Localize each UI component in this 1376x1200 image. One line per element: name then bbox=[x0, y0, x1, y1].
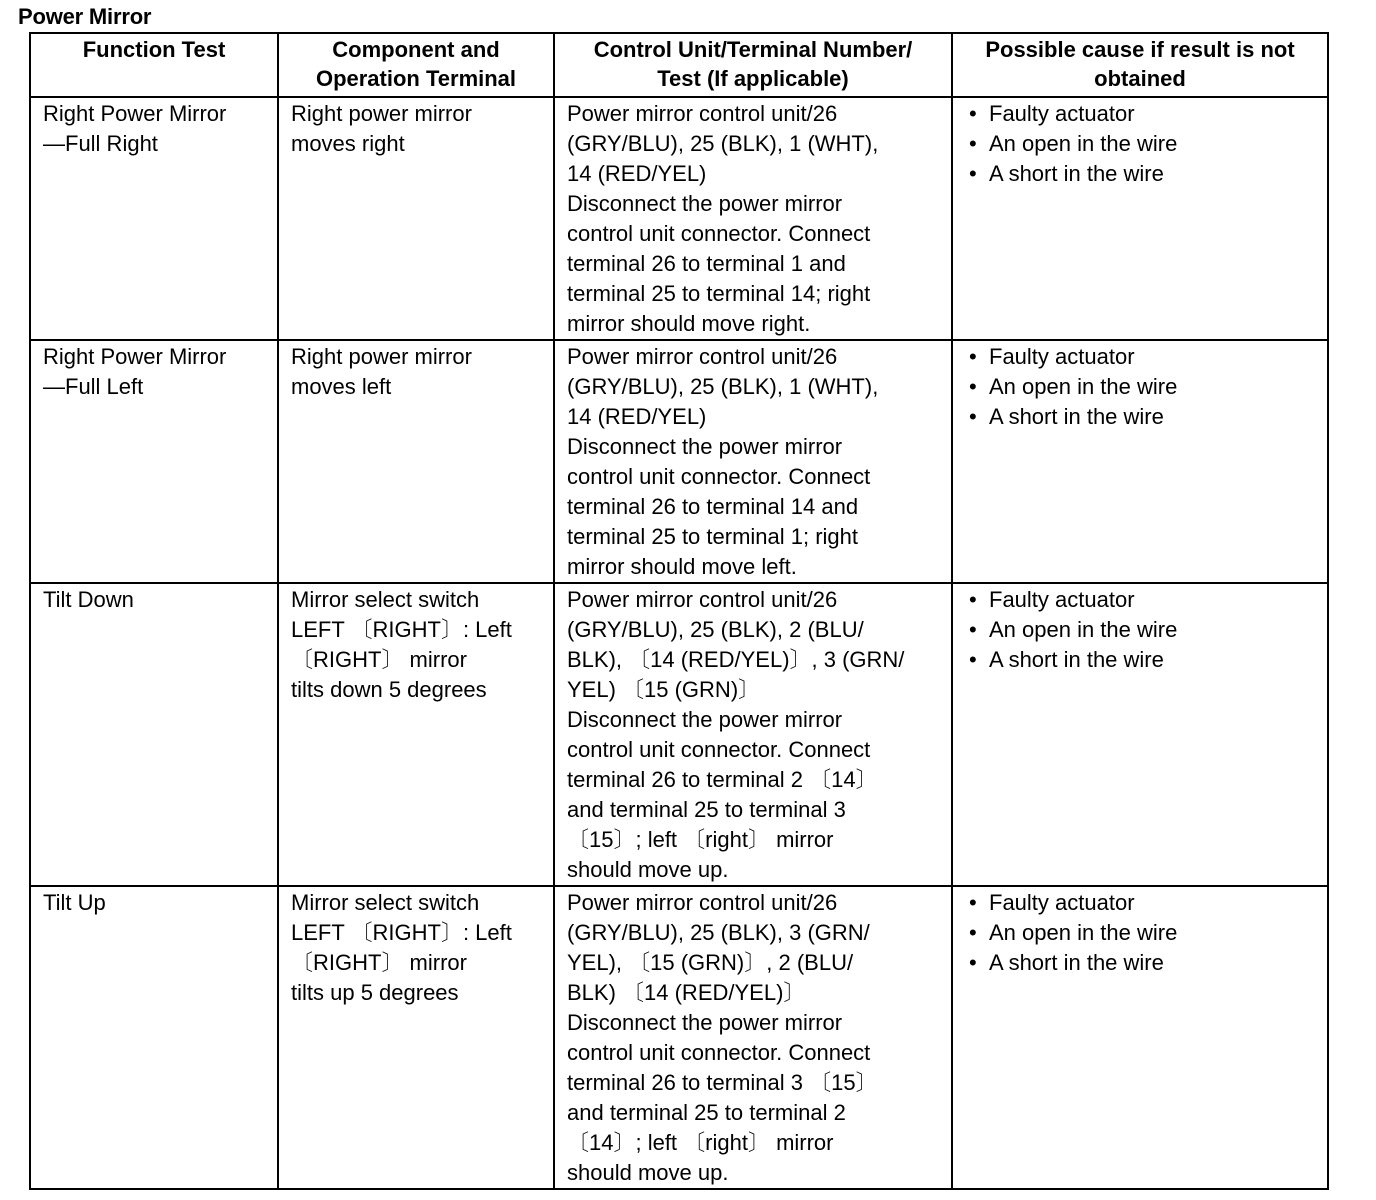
control-unit-cell: Power mirror control unit/26 (GRY/BLU), 25 (BLK), 1 (WHT), 14 (RED/YEL) Disconnect the power mirror control unit connector. Connect terminal 26 to terminal 1 and terminal 25 to terminal 14; right mirror should move right. bbox=[554, 97, 952, 340]
control-unit-cell: Power mirror control unit/26 (GRY/BLU), 25 (BLK), 1 (WHT), 14 (RED/YEL) Disconnect the power mirror control unit connector. Connect terminal 26 to terminal 14 and terminal 25 to terminal 1; right mirror should move left. bbox=[554, 340, 952, 583]
cause-item: • Faulty actuator bbox=[965, 585, 1321, 615]
cause-item: • Faulty actuator bbox=[965, 342, 1321, 372]
cause-item: • An open in the wire bbox=[965, 372, 1321, 402]
cause-list bbox=[965, 584, 1321, 675]
page-title: Power Mirror bbox=[18, 4, 152, 29]
cause-item: • Faulty actuator bbox=[965, 99, 1321, 129]
power-mirror-table bbox=[29, 32, 1329, 1190]
cause-item: • A short in the wire bbox=[965, 402, 1321, 432]
cause-list bbox=[965, 98, 1321, 189]
possible-cause-cell bbox=[952, 340, 1328, 583]
header-control-unit: Control Unit/Terminal Number/ Test (If applicable) bbox=[554, 33, 952, 97]
header-component: Component and Operation Terminal bbox=[278, 33, 554, 97]
control-unit-cell: Power mirror control unit/26 (GRY/BLU), 25 (BLK), 2 (BLU/ BLK), 〔14 (RED/YEL)〕, 3 (GRN/ YEL) 〔15 (GRN)〕 Disconnect the power mirror control unit connector. Connect terminal 26 to terminal 2 〔14〕 and terminal 25 to terminal 3 〔15〕; left 〔right〕 mirror should move up. bbox=[554, 583, 952, 886]
cause-item: • A short in the wire bbox=[965, 948, 1321, 978]
cause-item: • An open in the wire bbox=[965, 918, 1321, 948]
cause-item: • A short in the wire bbox=[965, 645, 1321, 675]
function-test-cell: Tilt Up bbox=[30, 886, 278, 1189]
function-test-cell: Right Power Mirror —Full Right bbox=[30, 97, 278, 340]
header-function-test: Function Test bbox=[30, 33, 278, 97]
table-row bbox=[30, 583, 1328, 886]
cause-item: • A short in the wire bbox=[965, 159, 1321, 189]
possible-cause-cell bbox=[952, 886, 1328, 1189]
component-cell: Mirror select switch LEFT 〔RIGHT〕: Left 〔RIGHT〕 mirror tilts up 5 degrees bbox=[278, 886, 554, 1189]
function-test-cell: Tilt Down bbox=[30, 583, 278, 886]
component-cell: Mirror select switch LEFT 〔RIGHT〕: Left 〔RIGHT〕 mirror tilts down 5 degrees bbox=[278, 583, 554, 886]
cause-item: • An open in the wire bbox=[965, 129, 1321, 159]
table-row bbox=[30, 886, 1328, 1189]
table-row bbox=[30, 340, 1328, 583]
header-row bbox=[30, 33, 1328, 97]
possible-cause-cell bbox=[952, 97, 1328, 340]
cause-item: • Faulty actuator bbox=[965, 888, 1321, 918]
function-test-cell: Right Power Mirror —Full Left bbox=[30, 340, 278, 583]
control-unit-cell: Power mirror control unit/26 (GRY/BLU), 25 (BLK), 3 (GRN/ YEL), 〔15 (GRN)〕, 2 (BLU/ BLK) 〔14 (RED/YEL)〕 Disconnect the power mirror control unit connector. Connect terminal 26 to terminal 3 〔15〕 and terminal 25 to terminal 2 〔14〕; left 〔right〕 mirror should move up. bbox=[554, 886, 952, 1189]
header-possible-cause: Possible cause if result is not obtained bbox=[952, 33, 1328, 97]
cause-item: • An open in the wire bbox=[965, 615, 1321, 645]
table-row bbox=[30, 97, 1328, 340]
cause-list bbox=[965, 887, 1321, 978]
possible-cause-cell bbox=[952, 583, 1328, 886]
component-cell: Right power mirror moves right bbox=[278, 97, 554, 340]
cause-list bbox=[965, 341, 1321, 432]
component-cell: Right power mirror moves left bbox=[278, 340, 554, 583]
